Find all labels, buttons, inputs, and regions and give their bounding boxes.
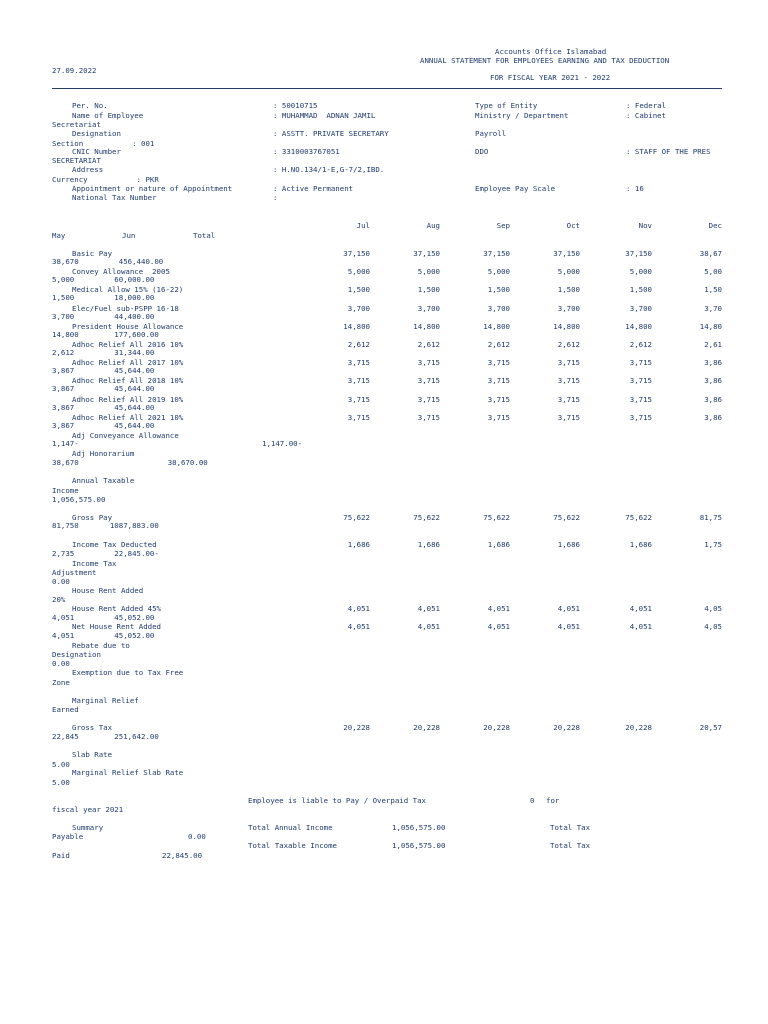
row-month-value: 5,000 [629,267,652,276]
row-month-value: 3,86 [704,358,722,367]
row-month-value: 2,612 [417,340,440,349]
house-rent-added-label: House Rent Added [72,586,144,595]
gross-tax-values: 22,845 251,642.00 [52,732,159,741]
cnic-label: CNIC Number [72,147,121,156]
row-month-value: 14,80 [699,322,722,331]
income-tax-adj-label-2: Adjustment [52,568,97,577]
cnic-value: : 3310003767051 [273,147,340,156]
row-month-value: 3,86 [704,395,722,404]
secretariat-text: Secretariat [52,120,101,129]
office-name: Accounts Office Islamabad [495,47,607,56]
row-month-value: 2,61 [704,340,722,349]
house-rent-45-month-0: 4,051 [347,604,370,613]
ntn-value: : [273,193,278,202]
net-house-rent-month-5: 4,05 [704,622,722,631]
gross-tax-month-0: 20,228 [343,723,370,732]
row-may-jun-total: 1,500 18,000.00 [52,293,155,302]
row-month-value: 37,150 [343,249,370,258]
exemption-zone: Zone [52,678,70,687]
house-rent-45-month-5: 4,05 [704,604,722,613]
slab-rate-label: Slab Rate [72,750,113,759]
row-month-value: 38,67 [699,249,722,258]
row-month-value: 2,612 [487,340,510,349]
income-tax-month-5: 1,75 [704,540,722,549]
income-tax-month-2: 1,686 [487,540,510,549]
section-text: Section : 001 [52,139,155,148]
appointment-label: Appointment or nature of Appointment [72,184,233,193]
row-month-value: 1,500 [487,285,510,294]
row-month-value: 3,715 [487,413,510,422]
row-month-value: 3,700 [347,304,370,313]
rebate-label-2: Designation [52,650,101,659]
per-no-label: Per. No. [72,101,108,110]
gross-pay-label: Gross Pay [72,513,113,522]
row-label: Adhoc Relief All 2017 10% [72,358,184,367]
row-month-value: 3,86 [704,413,722,422]
address-label: Address [72,165,104,174]
row-month-value: 3,715 [629,376,652,385]
net-house-rent-label: Net House Rent Added [72,622,161,631]
pay-scale-value: : 16 [626,184,644,193]
row-month-value: 1,500 [557,285,580,294]
income-tax-month-0: 1,686 [347,540,370,549]
net-house-rent-month-4: 4,051 [629,622,652,631]
row-may-jun-total: 2,612 31,344.00 [52,348,155,357]
gross-pay-month-4: 75,622 [625,513,652,522]
row-label: Convey Allowance 2005 [72,267,170,276]
payroll-label: Payroll [475,129,507,138]
adj-honorarium-values: 38,670 38,670.00 [52,458,208,467]
row-month-value: 14,800 [553,322,580,331]
row-may-jun-total: 3,867 45,644.00 [52,421,155,430]
row-month-value: 3,700 [629,304,652,313]
address-value: : H.NO.134/1-E,G-7/2,IBD. [273,165,385,174]
income-tax-adj-value: 0.00 [52,577,70,586]
income-tax-month-3: 1,686 [557,540,580,549]
marginal-relief-earned: Earned [52,705,79,714]
ministry-label: Ministry / Department [475,111,569,120]
row-month-value: 3,715 [417,358,440,367]
row-may-jun-total: 3,867 45,644.00 [52,403,155,412]
row-month-value: 5,000 [487,267,510,276]
marginal-relief-label: Marginal Relief [72,696,139,705]
row-month-value: 37,150 [553,249,580,258]
statement-date: 27.09.2022 [52,66,97,75]
annual-taxable-label: Annual Taxable [72,476,135,485]
row-month-value: 3,715 [487,395,510,404]
col-header-total: Total [193,231,216,240]
slab-rate-value: 5.00 [52,760,70,769]
fiscal-year-text: fiscal year 2021 [52,805,124,814]
annual-taxable-value: 1,056,575.00 [52,495,106,504]
row-month-value: 3,715 [557,358,580,367]
net-house-rent-values: 4,051 45,052.00 [52,631,155,640]
row-month-value: 3,715 [417,395,440,404]
row-month-value: 14,800 [413,322,440,331]
row-month-value: 3,715 [557,376,580,385]
row-month-value: 3,715 [557,413,580,422]
ddo-value: : STAFF OF THE PRES [626,147,711,156]
payable-label: Payable [52,832,84,841]
row-label: President House Allowance [72,322,184,331]
row-month-value: 1,50 [704,285,722,294]
house-rent-45-month-1: 4,051 [417,604,440,613]
gross-pay-month-1: 75,622 [413,513,440,522]
total-annual-income-label: Total Annual Income [248,823,333,832]
designation-label: Designation [72,129,121,138]
row-month-value: 2,612 [629,340,652,349]
row-month-value: 37,150 [625,249,652,258]
row-month-value: 3,715 [417,413,440,422]
adj-conveyance-may: 1,147- [52,439,79,448]
total-annual-income-value: 1,056,575.00 [392,823,446,832]
row-label: Medical Allow 15% (16-22) [72,285,184,294]
pay-scale-label: Employee Pay Scale [475,184,556,193]
house-rent-added-value: 20% [52,595,66,604]
gross-pay-values: 81,750 1087,883.00 [52,521,159,530]
col-header-jul: Jul [356,221,370,230]
row-may-jun-total: 3,867 45,644.00 [52,384,155,393]
total-taxable-income-value: 1,056,575.00 [392,841,446,850]
house-rent-45-month-2: 4,051 [487,604,510,613]
row-month-value: 3,86 [704,376,722,385]
row-month-value: 3,715 [557,395,580,404]
gross-tax-month-5: 20,57 [699,723,722,732]
paid-value: 22,845.00 [162,851,203,860]
income-tax-month-4: 1,686 [629,540,652,549]
row-month-value: 3,70 [704,304,722,313]
header-divider [52,88,722,89]
gross-tax-month-1: 20,228 [413,723,440,732]
income-tax-values: 2,735 22,845.00- [52,549,159,558]
row-month-value: 3,700 [487,304,510,313]
row-month-value: 5,000 [557,267,580,276]
row-month-value: 3,715 [487,358,510,367]
ntn-label: National Tax Number [72,193,157,202]
row-label: Adhoc Relief All 2021 10% [72,413,184,422]
net-house-rent-month-3: 4,051 [557,622,580,631]
total-tax-label-1: Total Tax [550,823,591,832]
ministry-value: : Cabinet [626,111,667,120]
net-house-rent-month-0: 4,051 [347,622,370,631]
adj-honorarium-label: Adj Honorarium [72,449,135,458]
gross-pay-month-5: 81,75 [699,513,722,522]
statement-title: ANNUAL STATEMENT FOR EMPLOYEES EARNING AND TAX DEDUCTION [420,56,670,65]
row-month-value: 3,715 [629,358,652,367]
marginal-slab-value: 5.00 [52,778,70,787]
income-tax-label: Income Tax Deducted [72,540,157,549]
row-month-value: 3,715 [347,413,370,422]
row-month-value: 14,800 [343,322,370,331]
col-header-dec: Dec [708,221,722,230]
row-month-value: 3,715 [347,395,370,404]
income-tax-month-1: 1,686 [417,540,440,549]
total-taxable-income-label: Total Taxable Income [248,841,337,850]
house-rent-45-month-4: 4,051 [629,604,652,613]
row-may-jun-total: 5,000 60,000.00 [52,275,155,284]
employee-name-value: : MUHAMMAD ADNAN JAMIL [273,111,376,120]
liable-for: for [546,796,560,805]
row-month-value: 3,715 [629,413,652,422]
net-house-rent-month-2: 4,051 [487,622,510,631]
row-month-value: 3,715 [417,376,440,385]
row-month-value: 5,000 [347,267,370,276]
row-label: Adhoc Relief All 2016 10% [72,340,184,349]
entity-label: Type of Entity [475,101,538,110]
row-month-value: 3,715 [487,376,510,385]
gross-pay-month-2: 75,622 [483,513,510,522]
gross-pay-month-0: 75,622 [343,513,370,522]
house-rent-45-values: 4,051 45,052.00 [52,613,155,622]
gross-pay-month-3: 75,622 [553,513,580,522]
row-month-value: 3,700 [417,304,440,313]
row-label: Elec/Fuel sub-PSPP 16-18 [72,304,179,313]
col-header-may: May [52,231,66,240]
row-month-value: 37,150 [413,249,440,258]
col-header-oct: Oct [566,221,580,230]
row-label: Basic Pay [72,249,113,258]
col-header-aug: Aug [426,221,440,230]
row-month-value: 5,00 [704,267,722,276]
rebate-value: 0.00 [52,659,70,668]
gross-tax-label: Gross Tax [72,723,113,732]
ddo-label: DDO [475,147,489,156]
entity-value: : Federal [626,101,667,110]
col-header-jun: Jun [122,231,136,240]
gross-tax-month-3: 20,228 [553,723,580,732]
col-header-nov: Nov [638,221,652,230]
gross-tax-month-2: 20,228 [483,723,510,732]
fiscal-year: FOR FISCAL YEAR 2021 - 2022 [490,73,611,82]
liable-value: 0 [530,796,535,805]
row-month-value: 2,612 [557,340,580,349]
row-month-value: 2,612 [347,340,370,349]
row-month-value: 37,150 [483,249,510,258]
payable-value: 0.00 [188,832,206,841]
annual-taxable-label-2: Income [52,486,79,495]
currency-text: Currency : PKR [52,175,159,184]
row-month-value: 3,715 [347,376,370,385]
exemption-label: Exemption due to Tax Free [72,668,184,677]
total-tax-label-2: Total Tax [550,841,591,850]
row-month-value: 14,800 [483,322,510,331]
net-house-rent-month-1: 4,051 [417,622,440,631]
row-month-value: 14,800 [625,322,652,331]
col-header-sep: Sep [496,221,510,230]
income-tax-adj-label: Income Tax [72,559,117,568]
house-rent-45-label: House Rent Added 45% [72,604,161,613]
marginal-slab-label: Marginal Relief Slab Rate [72,768,184,777]
row-month-value: 1,500 [417,285,440,294]
adj-conveyance-total: 1,147.00- [262,439,303,448]
liable-text: Employee is liable to Pay / Overpaid Tax [248,796,426,805]
row-month-value: 5,000 [417,267,440,276]
row-may-jun-total: 38,670 456,440.00 [52,257,164,266]
house-rent-45-month-3: 4,051 [557,604,580,613]
paid-label: Paid [52,851,70,860]
row-month-value: 1,500 [629,285,652,294]
gross-tax-month-4: 20,228 [625,723,652,732]
row-month-value: 3,700 [557,304,580,313]
summary-label: Summary [72,823,104,832]
row-may-jun-total: 3,867 45,644.00 [52,366,155,375]
rebate-label: Rebate due to [72,641,130,650]
adj-conveyance-label: Adj Conveyance Allowance [72,431,179,440]
employee-name-label: Name of Employee [72,111,144,120]
appointment-value: : Active Permanent [273,184,354,193]
per-no-value: : 50010715 [273,101,318,110]
row-may-jun-total: 3,700 44,400.00 [52,312,155,321]
row-month-value: 1,500 [347,285,370,294]
row-month-value: 3,715 [347,358,370,367]
row-may-jun-total: 14,800 177,600.00 [52,330,159,339]
secretariat-caps: SECRETARIAT [52,156,101,165]
designation-value: : ASSTT. PRIVATE SECRETARY [273,129,389,138]
row-month-value: 3,715 [629,395,652,404]
row-label: Adhoc Relief All 2019 10% [72,395,184,404]
row-label: Adhoc Relief All 2018 10% [72,376,184,385]
